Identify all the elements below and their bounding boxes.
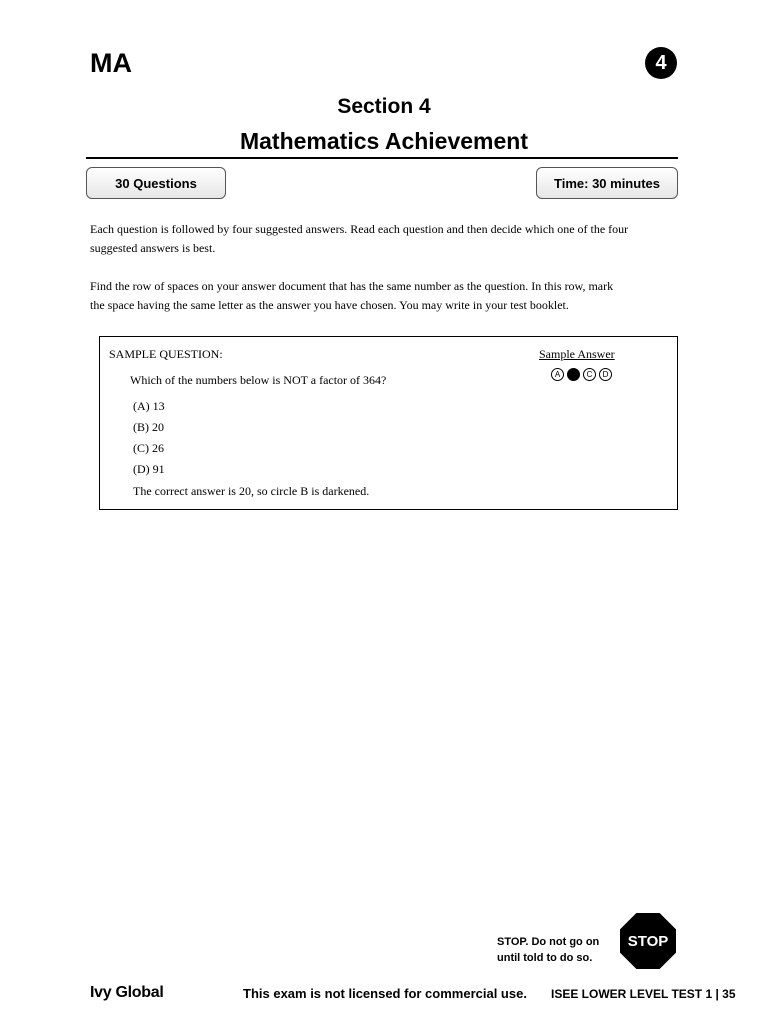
answer-bubbles	[551, 368, 612, 381]
instructions-line: suggested answers is best.	[90, 241, 216, 255]
bubble-b-filled: B	[567, 368, 580, 381]
title-divider	[86, 157, 678, 159]
instructions-line: Each question is followed by four suggested answers. Read each question and then decide which one of the four	[90, 222, 629, 236]
stop-sign-icon	[620, 913, 676, 969]
sample-question-text: Which of the numbers below is NOT a factor of 364?	[130, 373, 387, 387]
question-count-box: 30 Questions	[86, 167, 226, 199]
answer-option-a: (A) 13	[133, 399, 165, 413]
bubble-a: A	[551, 368, 564, 381]
bubble-d: D	[599, 368, 612, 381]
sample-question-label: SAMPLE QUESTION:	[109, 347, 223, 361]
section-number-badge: 4	[645, 47, 677, 79]
sample-answer-explanation: The correct answer is 20, so circle B is darkened.	[133, 484, 370, 498]
stop-sign-label: STOP	[627, 933, 669, 950]
answer-option-b: (B) 20	[133, 420, 164, 434]
stop-instruction-line: until told to do so.	[497, 952, 593, 964]
license-notice: This exam is not licensed for commercial use.	[243, 986, 527, 1001]
answer-option-d: (D) 91	[133, 462, 165, 476]
instructions-line: the space having the same letter as the answer you have chosen. You may write in your test booklet.	[90, 298, 569, 312]
sample-answer-heading: Sample Answer	[539, 347, 615, 361]
sample-question-box	[99, 336, 678, 510]
test-page-label: ISEE LOWER LEVEL TEST 1 | 35	[551, 987, 736, 1001]
instructions-paragraph-1	[90, 220, 680, 258]
instructions-line: Find the row of spaces on your answer document that has the same number as the question. In this row, mark	[90, 279, 614, 293]
bubble-c: C	[583, 368, 596, 381]
stop-instruction	[497, 934, 599, 966]
instructions-paragraph-2	[90, 277, 680, 315]
section-title: Section 4	[337, 95, 431, 118]
answer-option-c: (C) 26	[133, 441, 164, 455]
section-code: MA	[90, 48, 132, 78]
time-limit-box: Time: 30 minutes	[536, 167, 678, 199]
subject-title: Mathematics Achievement	[239, 128, 529, 154]
stop-instruction-line: STOP. Do not go on	[497, 936, 600, 948]
brand-logo: Ivy Global	[90, 984, 164, 1001]
